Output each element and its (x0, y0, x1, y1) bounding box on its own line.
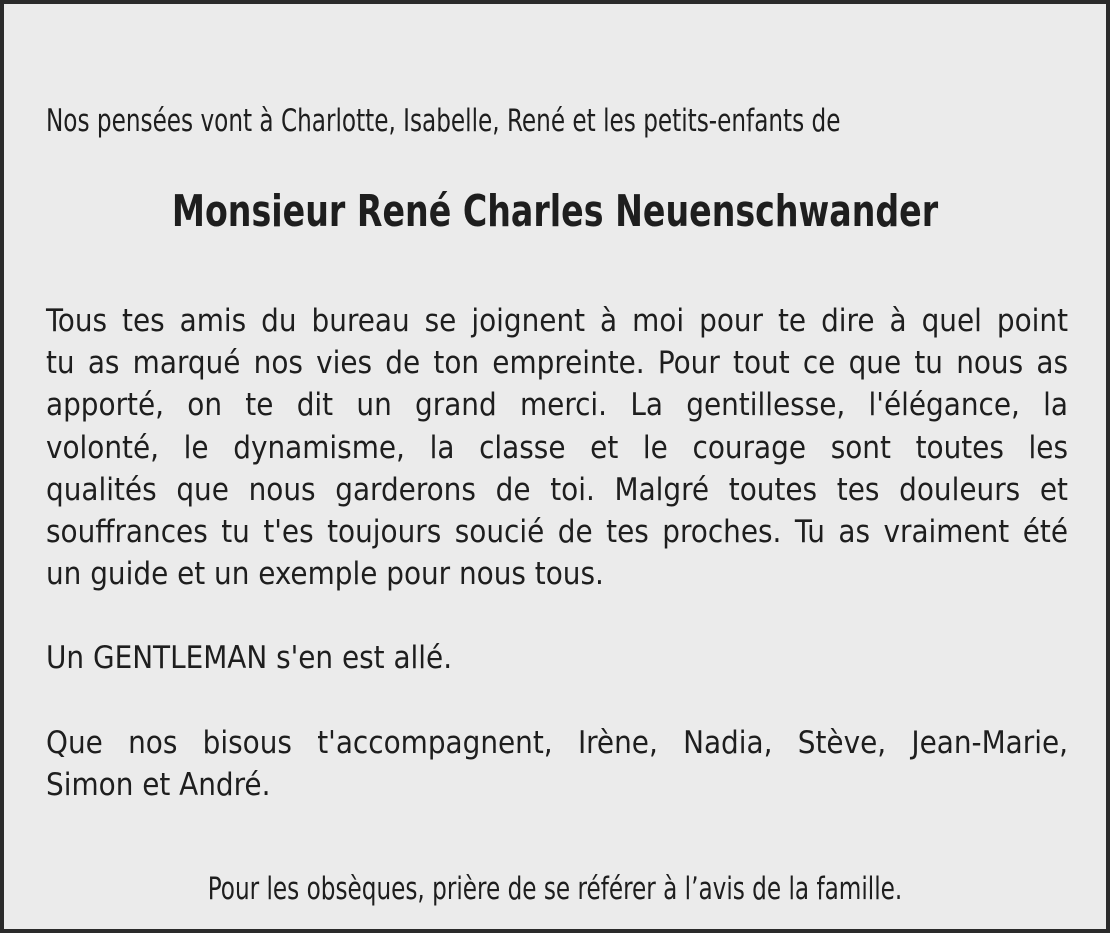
message-line: qualités que nous garderons de toi. Malgré toutes tes douleurs et (46, 471, 1068, 508)
intro-line: Nos pensées vont à Charlotte, Isabelle, René et les petits-enfants de (46, 103, 841, 139)
funeral-info: Pour les obsèques, prière de se référer à l’avis de la famille. (207, 871, 903, 907)
message-paragraph-1 (46, 300, 1068, 595)
message-line: un guide et un exemple pour nous tous. (46, 556, 604, 593)
message-line: Un GENTLEMAN s'en est allé. (46, 640, 453, 677)
message-line: Simon et André. (46, 766, 271, 803)
message-line: Tous tes amis du bureau se joignent à moi pour te dire à quel point (46, 303, 1068, 339)
message-line: volonté, le dynamisme, la classe et le courage sont toutes les (46, 429, 1068, 466)
message-line: Que nos bisous t'accompagnent, Irène, Nadia, Stève, Jean-Marie, (46, 724, 1068, 761)
message-paragraph-2 (46, 637, 1068, 679)
message-line: tu as marqué nos vies de ton empreinte. Pour tout ce que tu nous as (46, 345, 1068, 382)
message-line: souffrances tu t'es toujours soucié de tes proches. Tu as vraiment été (46, 514, 1068, 551)
deceased-name: Monsieur René Charles Neuenschwander (171, 186, 939, 237)
message-line: apporté, on te dit un grand merci. La gentillesse, l'élégance, la (46, 387, 1068, 424)
message-body (46, 300, 1068, 806)
message-paragraph-3 (46, 722, 1068, 806)
